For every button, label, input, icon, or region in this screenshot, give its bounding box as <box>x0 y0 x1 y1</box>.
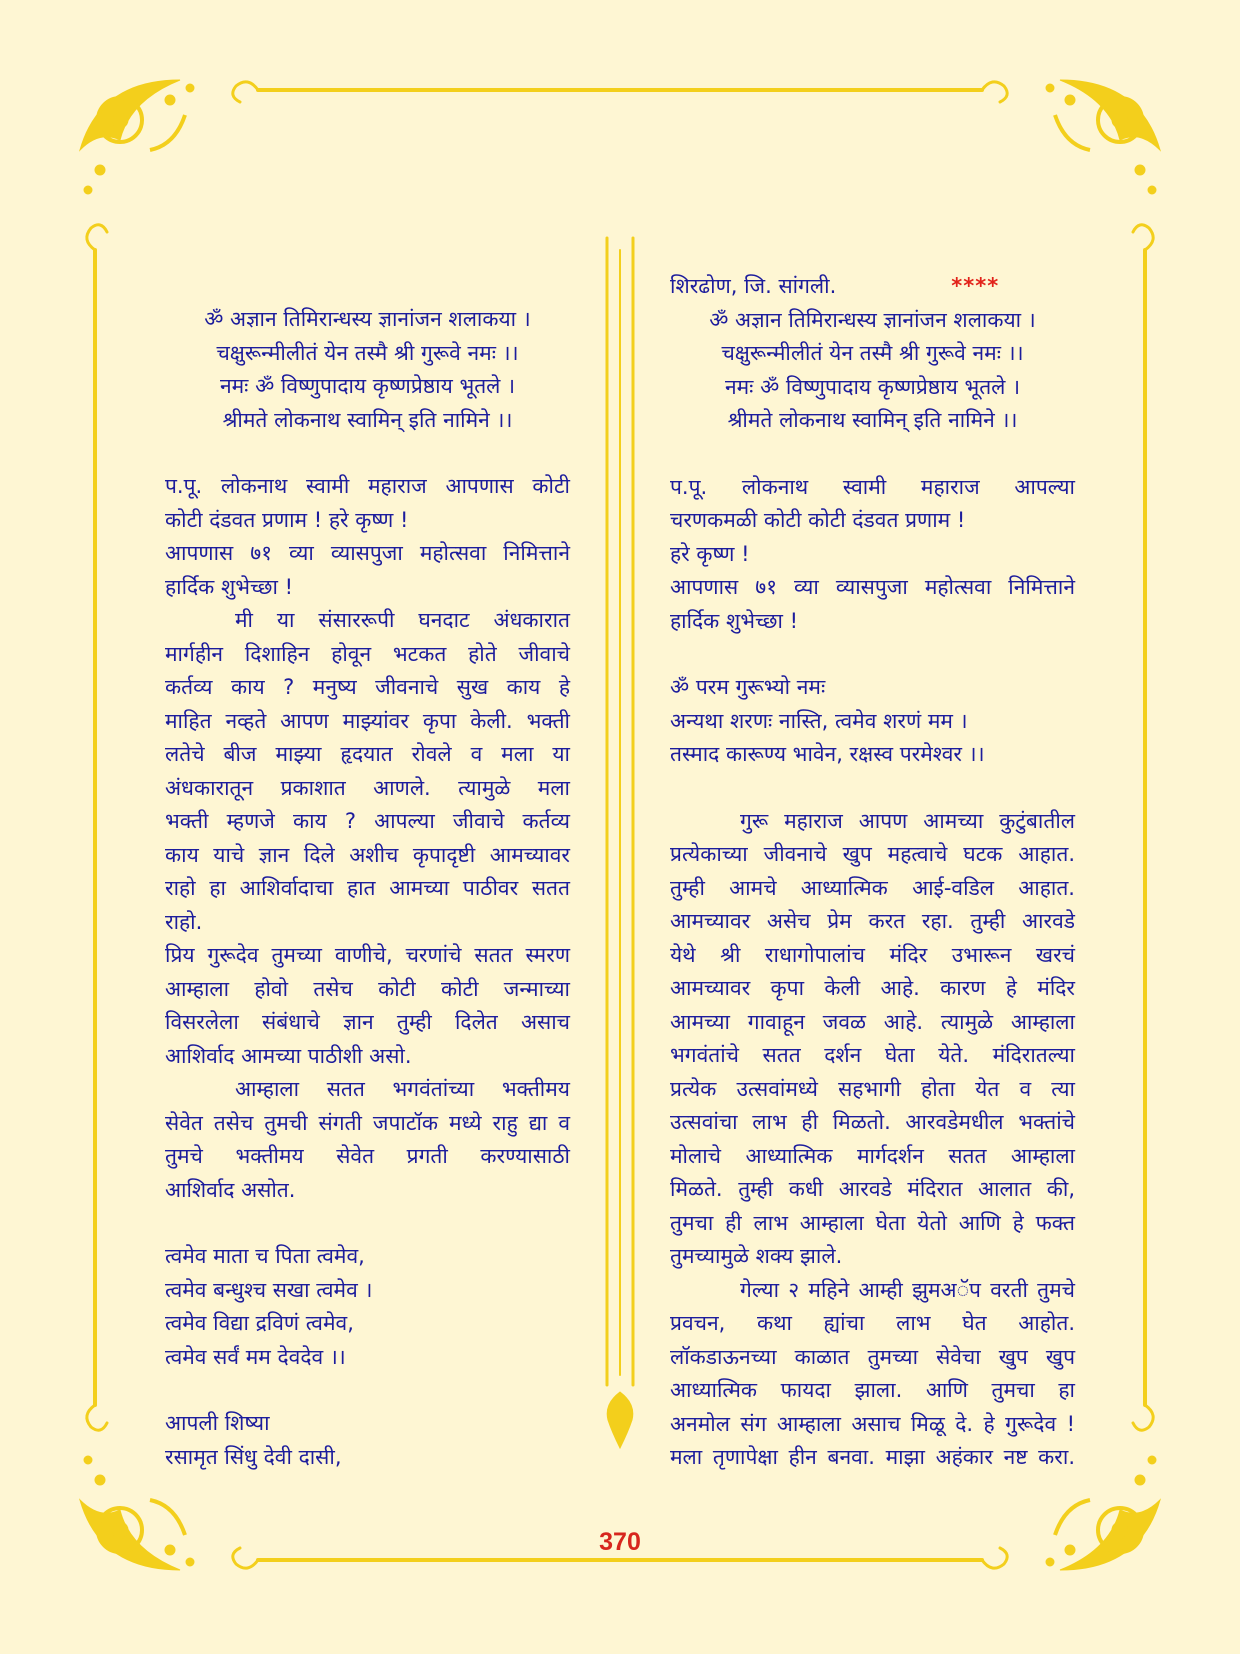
paragraph-line: आम्हाला होवो तसेच कोटी कोटी जन्माच्या <box>165 976 570 1001</box>
paragraph-line: राहो हा आशिर्वादाचा हात आमच्या पाठीवर सतत <box>165 876 570 900</box>
paragraph-line: अनमोल संग आम्हाला असाच मिळू दे. हे गुरूदेव ! <box>670 1411 1075 1436</box>
place-line <box>670 270 1075 304</box>
paragraph-line: प्रत्येकाच्या जीवनाचे खुप महत्वाचे घटक आहात. <box>670 842 1075 866</box>
paragraph-line: राहो. <box>165 909 203 934</box>
greeting-line: प.पू. लोकनाथ स्वामी महाराज आपल्या <box>670 474 1075 499</box>
asterisk-separator: **** <box>951 274 1000 298</box>
paragraph-line: अंधकारातून प्रकाशात आणले. त्यामुळे मला <box>165 775 570 800</box>
mantra-line: नमः ॐ विष्णुपादाय कृष्णप्रेष्ठाय भूतले । <box>724 374 1021 399</box>
greeting-line: चरणकमळी कोटी कोटी दंडवत प्रणाम ! <box>670 508 966 532</box>
mantra-line: नमः ॐ विष्णुपादाय कृष्णप्रेष्ठाय भूतले । <box>219 374 516 398</box>
paragraph-line: भगवंतांचे सतत दर्शन घेता येते. मंदिरातल्या <box>670 1043 1075 1067</box>
paragraph-line: प्रवचन, कथा ह्यांचा लाभ घेत आहोत. <box>670 1311 1075 1335</box>
place-text: शिरढोण, जि. सांगली. <box>670 274 837 298</box>
greeting-line: हरे कृष्ण ! <box>670 541 750 566</box>
paragraph-line: प्रत्येक उत्सवांमध्ये सहभागी होता येत व त्या <box>670 1076 1075 1101</box>
paragraph-line: लतेचे बीज माझ्या हृदयात रोवले व मला या <box>165 742 570 766</box>
paragraph-line: तुमच्यामुळे शक्य झाले. <box>670 1244 843 1268</box>
paragraph-line: तुम्ही आमचे आध्यात्मिक आई-वडिल आहात. <box>670 875 1075 900</box>
paragraph-line: विसरलेला संबंधाचे ज्ञान तुम्ही दिलेत असाच <box>165 1010 570 1034</box>
paragraph-line: आशिर्वाद आमच्या पाठीशी असो. <box>165 1043 412 1068</box>
paragraph-line: मिळते. तुम्ही कधी आरवडे मंदिरात आलात की, <box>670 1177 1075 1201</box>
greeting-line: प.पू. लोकनाथ स्वामी महाराज आपणास कोटी <box>165 474 570 498</box>
wishes-line: हार्दिक शुभेच्छा ! <box>165 574 294 599</box>
left-column <box>165 270 570 1474</box>
greeting-line: कोटी दंडवत प्रणाम ! हरे कृष्ण ! <box>165 507 409 532</box>
prayer-line: अन्यथा शरणः नास्ति, त्वमेव शरणं मम । <box>670 708 968 733</box>
paragraph-line: भक्ती म्हणजे काय ? आपल्या जीवाचे कर्तव्य <box>165 809 570 833</box>
page-number: 370 <box>599 1528 641 1556</box>
verse-line: त्वमेव माता च पिता त्वमेव, <box>165 1244 365 1268</box>
wishes-line: आपणास ७१ व्या व्यासपुजा महोत्सवा निमित्ताने <box>165 541 570 565</box>
paragraph-line: तुमचा ही लाभ आम्हाला घेता येतो आणि हे फक्त <box>670 1210 1075 1235</box>
paragraph-line: आध्यात्मिक फायदा झाला. आणि तुमचा हा <box>670 1378 1075 1402</box>
paragraph-line: येथे श्री राधागोपालांच मंदिर उभारून खरचं <box>670 942 1075 967</box>
paragraph-line: मार्गहीन दिशाहिन होवून भटकत होते जीवाचे <box>165 641 570 666</box>
paragraph-line: आमच्यावर कृपा केली आहे. कारण हे मंदिर <box>670 976 1075 1000</box>
paragraph-line: मी या संसाररूपी घनदाट अंधकारात <box>235 608 570 632</box>
paragraph-line: मला तृणापेक्षा हीन बनवा. माझा अहंकार नष्ट करा. <box>670 1445 1075 1469</box>
corner-ornament-top-right <box>1046 80 1160 194</box>
mantra-line: चक्षुरून्मीलीतं येन तस्मै श्री गुरूवे नमः ।। <box>216 340 519 365</box>
paragraph-line: आम्हाला सतत भगवंतांच्या भक्तीमय <box>235 1077 570 1101</box>
paragraph-line: सेवेत तसेच तुमची संगती जपाटॉक मध्ये राहु द्या व <box>165 1110 570 1135</box>
corner-ornament-top-left <box>80 80 194 194</box>
right-column <box>670 270 1075 1475</box>
mantra-line: ॐ अज्ञान तिमिरान्धस्य ज्ञानांजन शलाकया । <box>709 307 1036 332</box>
paragraph-line: काय याचे ज्ञान दिले अशीच कृपादृष्टी आमच्यावर <box>165 842 570 867</box>
mantra-line: चक्षुरून्मीलीतं येन तस्मै श्री गुरूवे नमः ।। <box>721 341 1024 365</box>
prayer-line: ॐ परम गुरूभ्यो नमः <box>670 675 826 699</box>
signature-line: रसामृत सिंधु देवी दासी, <box>165 1444 342 1469</box>
verse-line: त्वमेव विद्या द्रविणं त्वमेव, <box>165 1311 354 1335</box>
wishes-line: आपणास ७१ व्या व्यासपुजा महोत्सवा निमित्ताने <box>670 575 1075 599</box>
paragraph-line: उत्सवांचा लाभ ही मिळतो. आरवडेमधील भक्तांचे <box>670 1110 1075 1134</box>
paragraph-line: गुरू महाराज आपण आमच्या कुटुंबातील <box>740 808 1075 833</box>
paragraph-line: लॉकडाऊनच्या काळात तुमच्या सेवेचा खुप खुप <box>670 1344 1075 1369</box>
paragraph-line: आशिर्वाद असोत. <box>165 1177 296 1202</box>
paragraph-line: आमच्या गावाहून जवळ आहे. त्यामुळे आम्हाला <box>670 1009 1075 1034</box>
paragraph-line: माहित नव्हते आपण माझ्यांवर कृपा केली. भक्ती <box>165 708 570 733</box>
paragraph-line: मोलाचे आध्यात्मिक मार्गदर्शन सतत आम्हाला <box>670 1143 1075 1168</box>
prayer-line: तस्माद कारूण्य भावेन, रक्षस्व परमेश्वर ।। <box>670 742 985 766</box>
paragraph-line: तुमचे भक्तीमय सेवेत प्रगती करण्यासाठी <box>165 1144 570 1168</box>
wishes-line: हार्दिक शुभेच्छा ! <box>670 608 799 633</box>
paragraph-line: गेल्या २ महिने आम्ही झुमअॅप वरती तुमचे <box>740 1277 1075 1302</box>
paragraph-line: कर्तव्य काय ? मनुष्य जीवनाचे सुख काय हे <box>165 675 570 699</box>
paragraph-line: आमच्यावर असेच प्रेम करत रहा. तुम्ही आरवडे <box>670 909 1075 933</box>
verse-line: त्वमेव बन्धुश्च सखा त्वमेव । <box>165 1277 373 1302</box>
mantra-line: श्रीमते लोकनाथ स्वामिन् इति नामिने ।। <box>222 407 513 432</box>
center-divider-finial <box>607 1392 633 1448</box>
mantra-line: ॐ अज्ञान तिमिरान्धस्य ज्ञानांजन शलाकया । <box>204 307 531 331</box>
signature-line: आपली शिष्या <box>165 1411 270 1435</box>
verse-line: त्वमेव सर्वं मम देवदेव ।। <box>165 1344 346 1369</box>
mantra-line: श्रीमते लोकनाथ स्वामिन् इति नामिने ।। <box>727 408 1018 432</box>
paragraph-line: प्रिय गुरूदेव तुमच्या वाणीचे, चरणांचे सतत स्मरण <box>165 943 570 967</box>
